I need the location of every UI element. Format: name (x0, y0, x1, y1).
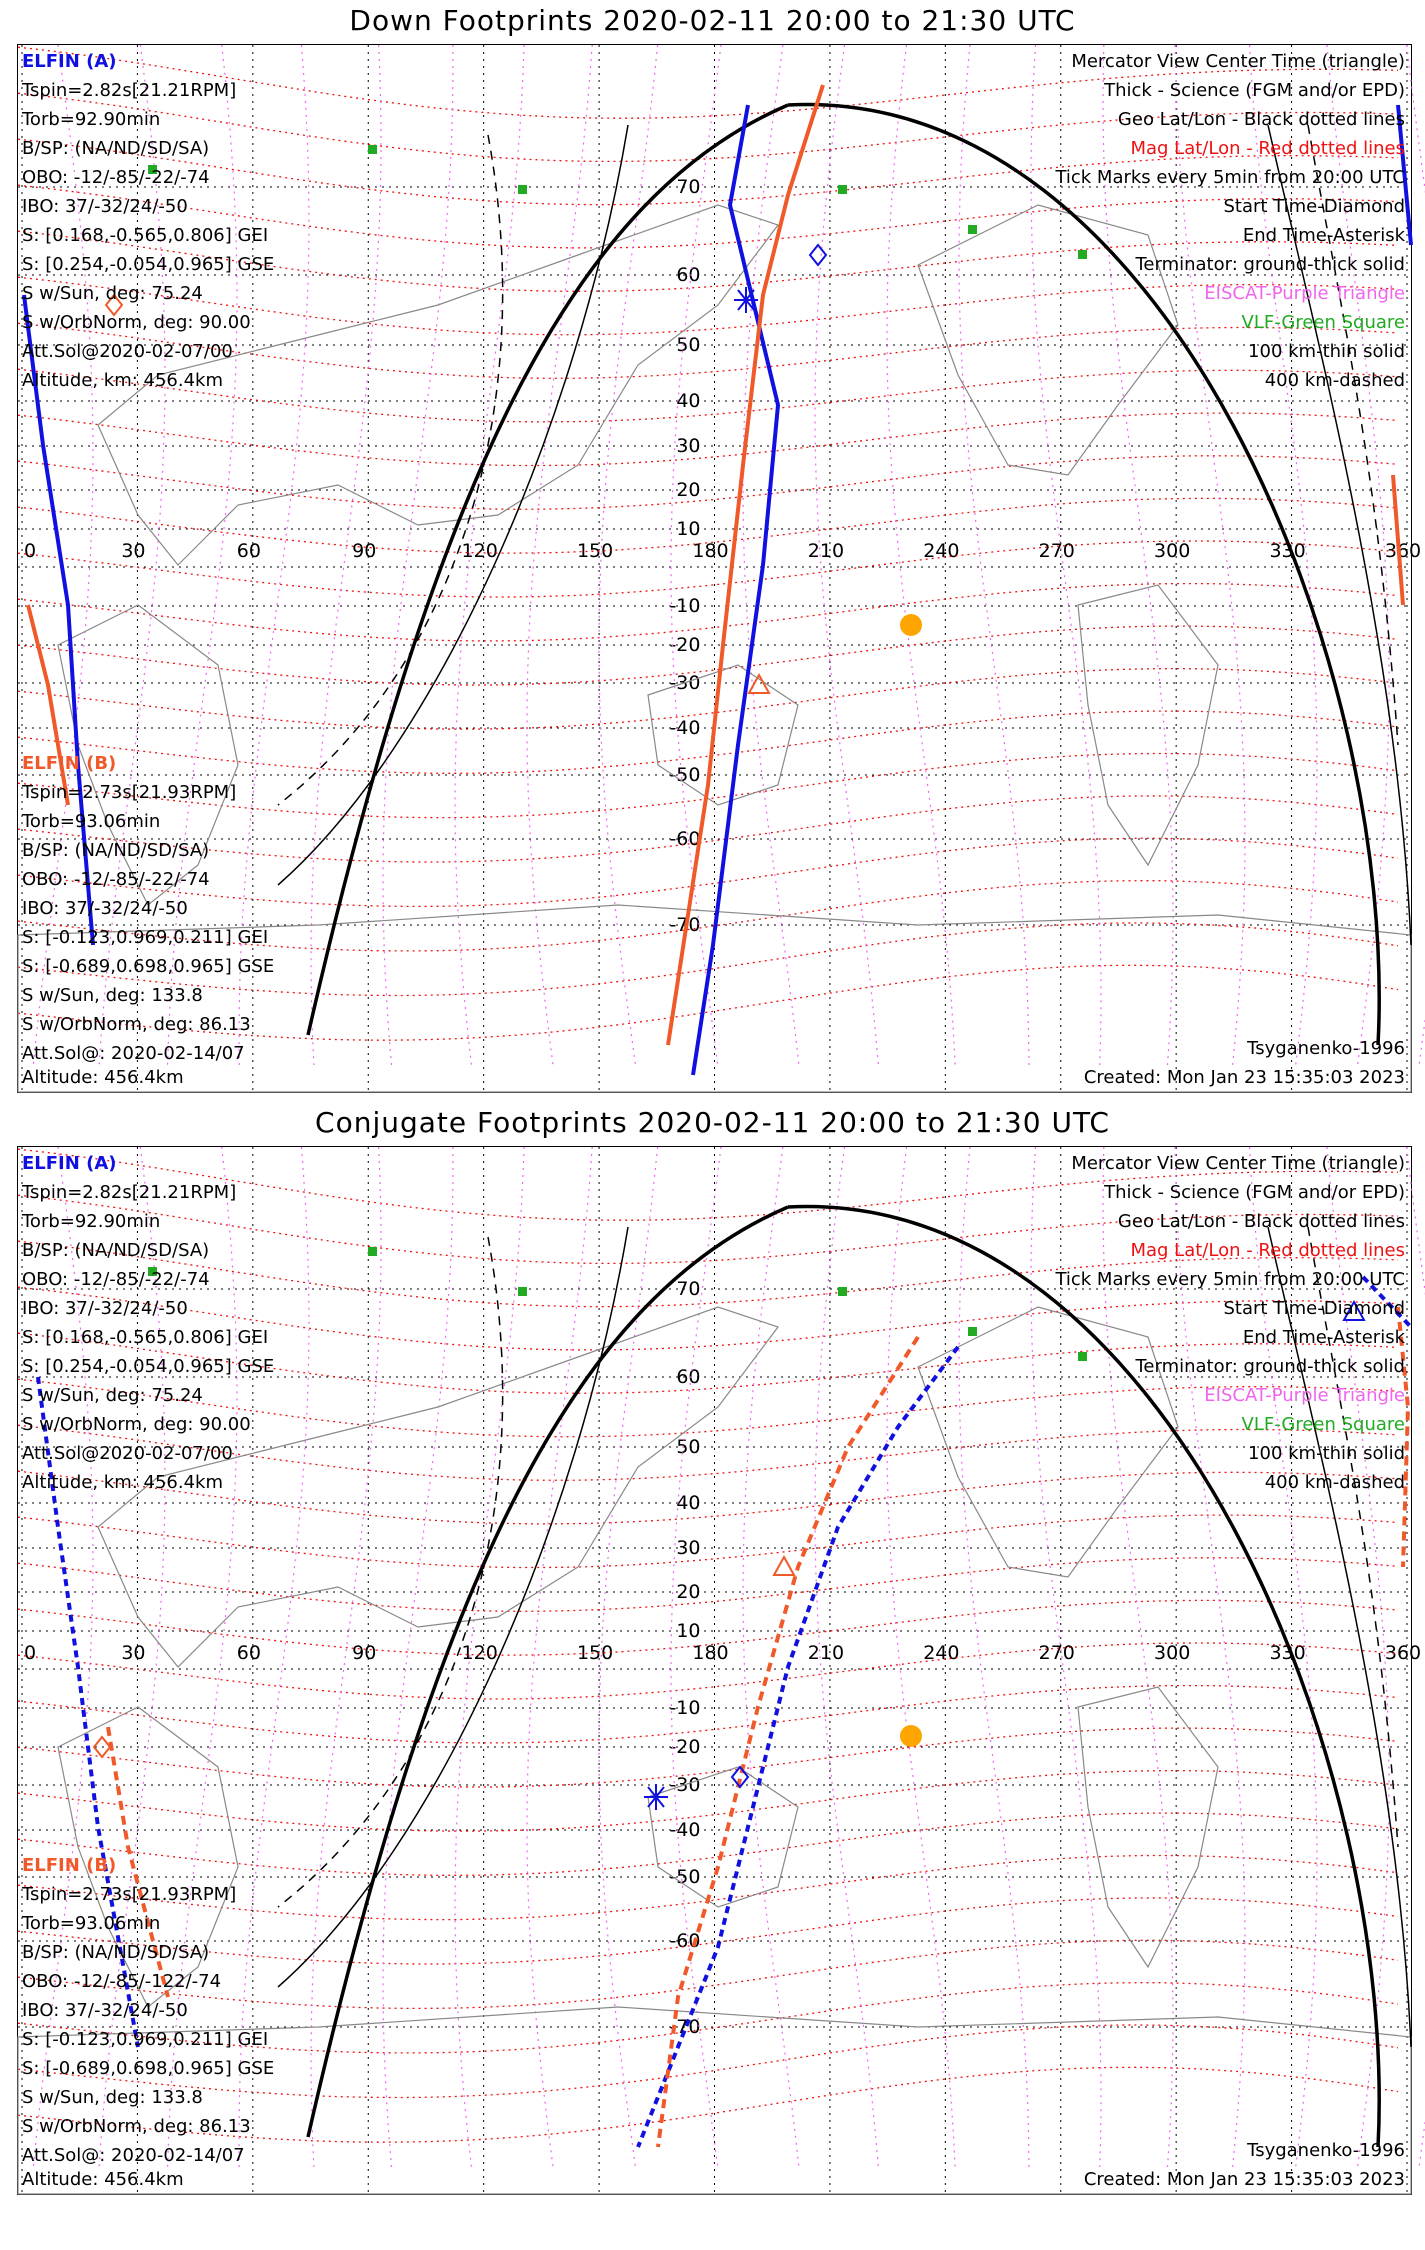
elfin-a-info (22, 47, 274, 395)
info-line: IBO: 37/-32/24/-50 (22, 196, 188, 217)
legend-line: End Time-Asterisk (1242, 225, 1405, 246)
legend-line: Mercator View Center Time (triangle) (1071, 1153, 1405, 1174)
latitude-tick-label: -50 (669, 1866, 701, 1888)
elfin-b-track (668, 85, 823, 1045)
info-line: S: [-0.123,0.969,0.211] GEI (22, 927, 269, 948)
latitude-tick-label: -60 (669, 1930, 701, 1952)
latitude-tick-label: 30 (676, 1537, 701, 1559)
info-line: Att.Sol@2020-02-07/00 (22, 1443, 233, 1464)
longitude-tick-label: 210 (807, 540, 845, 562)
info-line: S w/OrbNorm, deg: 90.00 (22, 312, 251, 333)
legend-line: Start Time-Diamond (1223, 1298, 1405, 1319)
elfin-a-track (693, 105, 778, 1075)
legend-line: 100 km-thin solid (1248, 341, 1405, 362)
info-line: S: [0.168,-0.565,0.806] GEI (22, 225, 269, 246)
info-line: S: [-0.689,0.698,0.965] GSE (22, 956, 275, 977)
info-line: B/SP: (NA/ND/SD/SA) (22, 1942, 210, 1963)
latitude-tick-label: -70 (669, 2016, 701, 2038)
info-line: S w/Sun, deg: 133.8 (22, 985, 203, 1006)
latitude-tick-label: 50 (676, 334, 701, 356)
longitude-tick-label: 60 (236, 540, 261, 562)
info-line: Att.Sol@2020-02-07/00 (22, 341, 233, 362)
mag-meridian (743, 1147, 799, 2167)
legend-line: Mag Lat/Lon - Red dotted lines (1130, 1240, 1405, 1261)
longitude-tick-label: 210 (807, 1642, 845, 1664)
longitude-tick-label: 180 (692, 1642, 729, 1664)
info-line: Torb=93.06min (22, 1913, 161, 1934)
latitude-tick-label: 60 (676, 1366, 701, 1388)
latitude-tick-label: -30 (669, 672, 701, 694)
mag-parallel (18, 1728, 1398, 1787)
mag-parallel (18, 584, 1398, 641)
info-line: S: [0.168,-0.565,0.806] GEI (22, 1327, 269, 1348)
vlf-station-marker (968, 225, 977, 234)
legend-line: VLF-Green Square (1241, 1414, 1405, 1435)
latitude-tick-label: 50 (676, 1436, 701, 1458)
latitude-tick-label: 10 (676, 1620, 701, 1642)
start-diamond-marker (810, 245, 826, 265)
latitude-tick-label: 40 (676, 390, 701, 412)
legend-line: Terminator: ground-thick solid (1135, 254, 1405, 275)
mag-meridian (383, 1147, 453, 2167)
latitude-tick-label: -20 (669, 1736, 701, 1758)
elfin-b-title: ELFIN (B) (22, 753, 117, 774)
legend-line: Thick - Science (FGM and/or EPD) (1104, 80, 1405, 101)
latitude-tick-label: 30 (676, 435, 701, 457)
info-line: IBO: 37/-32/24/-50 (22, 2000, 188, 2021)
legend-line: Mercator View Center Time (triangle) (1071, 51, 1405, 72)
created-label: Created: Mon Jan 23 15:35:03 2023 (1083, 1067, 1405, 1088)
longitude-tick-label: 0 (24, 1642, 37, 1664)
model-label: Tsyganenko-1996 (1247, 1038, 1405, 1059)
elfin-a-info (22, 1149, 274, 1497)
elfin-b-info (22, 1851, 274, 2170)
latitude-tick-label: -40 (669, 1819, 701, 1841)
info-line: Tspin=2.82s[21.21RPM] (22, 1182, 237, 1203)
elfin-b-info (22, 749, 274, 1068)
info-line: Att.Sol@: 2020-02-14/07 (22, 1043, 245, 1064)
vlf-station-marker (838, 1287, 847, 1296)
info-line: B/SP: (NA/ND/SD/SA) (22, 1240, 210, 1261)
info-line: OBO: -12/-85/-122/-74 (22, 1971, 222, 1992)
info-line: Tspin=2.73s[21.93RPM] (22, 1884, 237, 1905)
longitude-tick-label: 300 (1154, 540, 1191, 562)
vlf-station-marker (368, 145, 377, 154)
mag-meridian (959, 45, 1029, 1065)
legend-line: 400 km-dashed (1264, 1472, 1405, 1493)
longitude-tick-label: 120 (461, 1642, 498, 1664)
info-line: OBO: -12/-85/-22/-74 (22, 1269, 210, 1290)
elfin-b-title: ELFIN (B) (22, 1855, 117, 1876)
info-line: Tspin=2.82s[21.21RPM] (22, 80, 237, 101)
latitude-tick-label: -10 (669, 595, 701, 617)
legend-line: End Time-Asterisk (1242, 1327, 1405, 1348)
panel-title: Conjugate Footprints 2020-02-11 20:00 to 21:30 UTC (315, 1106, 1110, 1139)
latitude-tick-label: 20 (676, 479, 701, 501)
latitude-tick-label: 20 (676, 1581, 701, 1603)
longitude-tick-label: 240 (923, 540, 960, 562)
altitude-footer: Altitude: 456.4km (22, 2169, 184, 2190)
mag-meridian (959, 1147, 1029, 2167)
legend (1055, 47, 1405, 395)
longitude-tick-label: 150 (576, 1642, 614, 1664)
info-line: S w/Sun, deg: 75.24 (22, 283, 203, 304)
legend-line: Start Time-Diamond (1223, 196, 1405, 217)
mag-parallel (18, 1686, 1398, 1743)
latitude-tick-label: -40 (669, 717, 701, 739)
longitude-tick-label: 90 (352, 1642, 377, 1664)
info-line: Altitude, km: 456.4km (22, 1472, 224, 1493)
mag-meridian (743, 45, 799, 1065)
mag-meridian (383, 45, 453, 1065)
info-line: IBO: 37/-32/24/-50 (22, 898, 188, 919)
info-line: B/SP: (NA/ND/SD/SA) (22, 138, 210, 159)
center-triangle-marker (774, 1557, 794, 1575)
legend-line: Geo Lat/Lon - Black dotted lines (1117, 1211, 1405, 1232)
latitude-tick-label: -70 (669, 914, 701, 936)
info-line: S w/Sun, deg: 133.8 (22, 2087, 203, 2108)
info-line: IBO: 37/-32/24/-50 (22, 1298, 188, 1319)
longitude-tick-label: 240 (923, 1642, 960, 1664)
legend-line: VLF-Green Square (1241, 312, 1405, 333)
info-line: Torb=92.90min (22, 109, 161, 130)
legend-line: Terminator: ground-thick solid (1135, 1356, 1405, 1377)
info-line: S w/OrbNorm, deg: 86.13 (22, 2116, 251, 2137)
longitude-tick-label: 270 (1038, 540, 1075, 562)
legend-line: 100 km-thin solid (1248, 1443, 1405, 1464)
legend-line: Tick Marks every 5min from 20:00 UTC (1055, 167, 1405, 188)
info-line: Att.Sol@: 2020-02-14/07 (22, 2145, 245, 2166)
longitude-tick-label: 330 (1269, 1642, 1306, 1664)
longitude-tick-label: 150 (576, 540, 614, 562)
legend-line: Tick Marks every 5min from 20:00 UTC (1055, 1269, 1405, 1290)
mag-parallel (18, 413, 1398, 465)
latitude-tick-label: -60 (669, 828, 701, 850)
info-line: Torb=92.90min (22, 1211, 161, 1232)
mag-parallel (18, 626, 1398, 685)
longitude-tick-label: 90 (352, 540, 377, 562)
altitude-footer: Altitude: 456.4km (22, 1067, 184, 1088)
info-line: Tspin=2.73s[21.93RPM] (22, 782, 237, 803)
vlf-station-marker (518, 185, 527, 194)
info-line: Altitude, km: 456.4km (22, 370, 224, 391)
latitude-tick-label: -20 (669, 634, 701, 656)
longitude-tick-label: 0 (24, 540, 37, 562)
mag-parallel (18, 456, 1398, 510)
longitude-tick-label: 60 (236, 1642, 261, 1664)
latitude-tick-label: 10 (676, 518, 701, 540)
info-line: S: [-0.689,0.698,0.965] GSE (22, 2058, 275, 2079)
longitude-tick-label: 120 (461, 540, 498, 562)
latitude-tick-label: 60 (676, 264, 701, 286)
info-line: S w/Sun, deg: 75.24 (22, 1385, 203, 1406)
latitude-tick-label: -50 (669, 764, 701, 786)
created-label: Created: Mon Jan 23 15:35:03 2023 (1083, 2169, 1405, 2190)
longitude-tick-label: 180 (692, 540, 729, 562)
vlf-station-marker (368, 1247, 377, 1256)
longitude-tick-label: 30 (121, 1642, 146, 1664)
legend-line: 400 km-dashed (1264, 370, 1405, 391)
end-asterisk-marker (644, 1784, 668, 1810)
sun-icon (900, 1725, 922, 1747)
elfin-a-title: ELFIN (A) (22, 1153, 117, 1174)
vlf-station-marker (838, 185, 847, 194)
vlf-station-marker (518, 1287, 527, 1296)
legend-line: Geo Lat/Lon - Black dotted lines (1117, 109, 1405, 130)
longitude-tick-label: 360 (1384, 1642, 1422, 1664)
info-line: S: [-0.123,0.969,0.211] GEI (22, 2029, 269, 2050)
elfin-a-title: ELFIN (A) (22, 51, 117, 72)
legend-line: Thick - Science (FGM and/or EPD) (1104, 1182, 1405, 1203)
map-frame (17, 1146, 1422, 2195)
info-line: S: [0.254,-0.054,0.965] GSE (22, 254, 275, 275)
longitude-tick-label: 30 (121, 540, 146, 562)
info-line: Torb=93.06min (22, 811, 161, 832)
latitude-tick-label: 40 (676, 1492, 701, 1514)
longitude-tick-label: 270 (1038, 1642, 1075, 1664)
info-line: S: [0.254,-0.054,0.965] GSE (22, 1356, 275, 1377)
longitude-tick-label: 360 (1384, 540, 1422, 562)
longitude-tick-label: 300 (1154, 1642, 1191, 1664)
latitude-tick-label: 70 (676, 176, 701, 198)
legend-line: EISCAT-Purple Triangle (1204, 1385, 1405, 1406)
info-line: OBO: -12/-85/-22/-74 (22, 869, 210, 890)
mag-parallel (18, 1558, 1398, 1612)
latitude-tick-label: -30 (669, 1774, 701, 1796)
legend-line: Mag Lat/Lon - Red dotted lines (1130, 138, 1405, 159)
mag-parallel (18, 1515, 1398, 1567)
info-line: S w/OrbNorm, deg: 90.00 (22, 1414, 251, 1435)
map-frame (17, 44, 1422, 1093)
vlf-station-marker (968, 1327, 977, 1336)
legend (1055, 1149, 1405, 1497)
legend-line: EISCAT-Purple Triangle (1204, 283, 1405, 304)
latitude-tick-label: -10 (669, 1697, 701, 1719)
longitude-tick-label: 330 (1269, 540, 1306, 562)
end-asterisk-marker (734, 287, 758, 313)
model-label: Tsyganenko-1996 (1247, 2140, 1405, 2161)
latitude-tick-label: 70 (676, 1278, 701, 1300)
info-line: OBO: -12/-85/-22/-74 (22, 167, 210, 188)
sun-icon (900, 614, 922, 636)
info-line: B/SP: (NA/ND/SD/SA) (22, 840, 210, 861)
panel-title: Down Footprints 2020-02-11 20:00 to 21:30 UTC (349, 4, 1076, 37)
info-line: S w/OrbNorm, deg: 86.13 (22, 1014, 251, 1035)
